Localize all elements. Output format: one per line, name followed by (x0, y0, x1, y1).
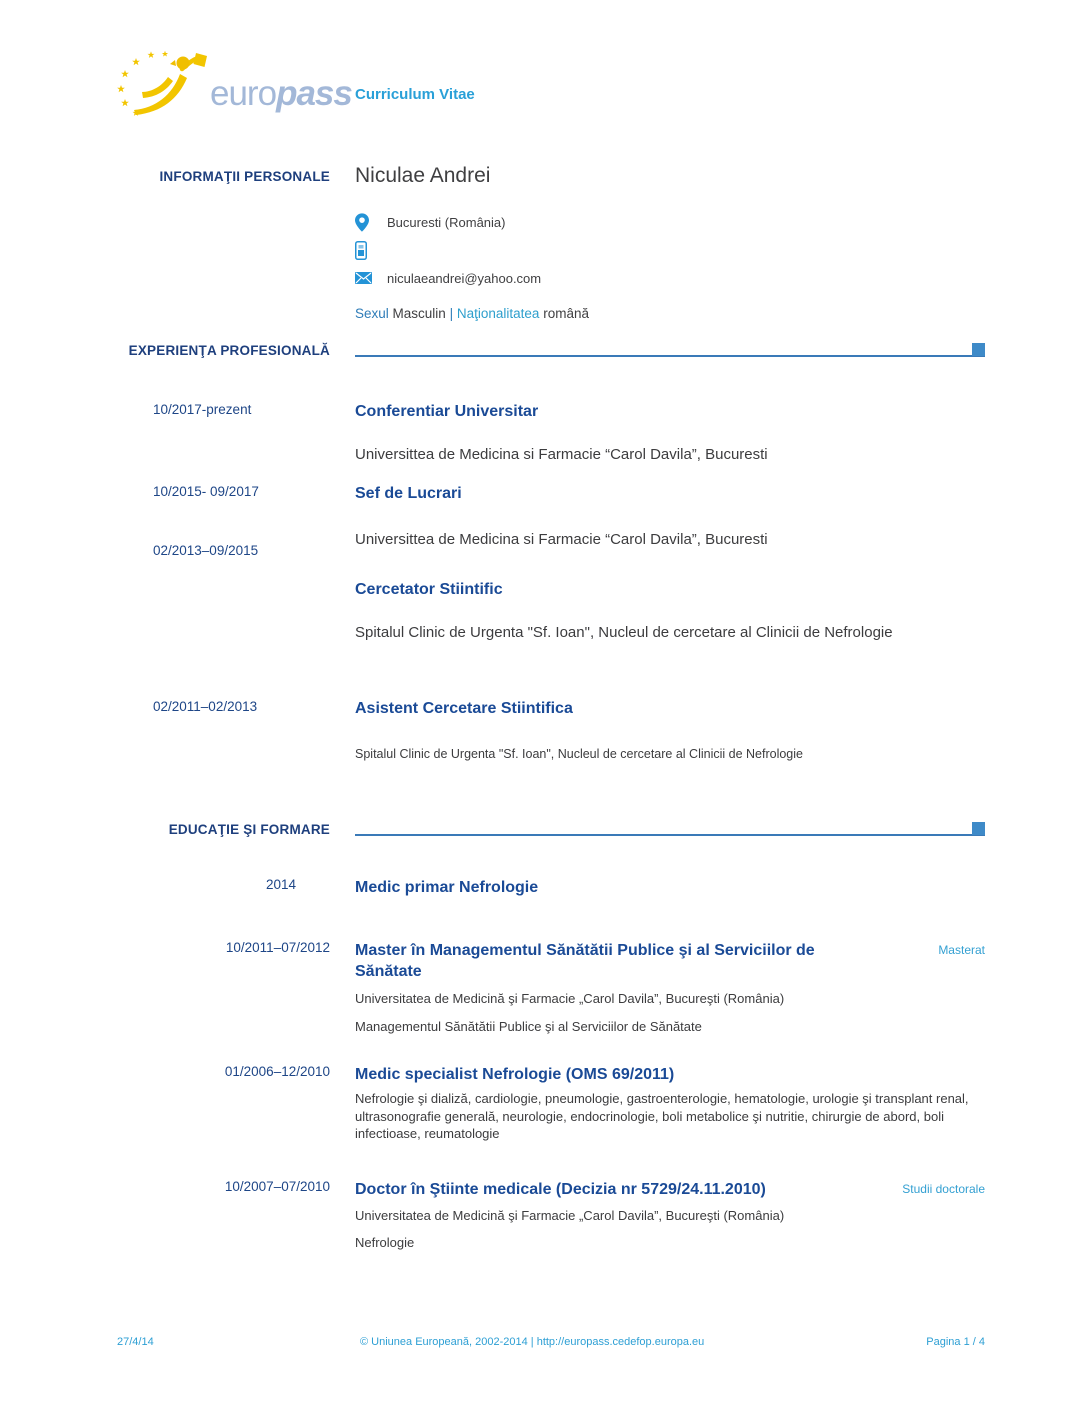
mobile-phone-icon (355, 241, 373, 260)
address-text: Bucuresti (România) (387, 214, 506, 230)
experience-section-label: EXPERIENŢA PROFESIONALĂ (128, 343, 330, 358)
employer: Universittea de Medicina si Farmacie “Carol Davila”, Bucuresti (355, 446, 768, 463)
experience-date: 02/2011–02/2013 (153, 699, 258, 714)
education-entry (0, 1179, 985, 1251)
education-field: Managementul Sănătătii Publice şi al Serviciilor de Sănătate (355, 1019, 702, 1034)
logo-pass: pass (276, 74, 352, 113)
nationality-value: română (543, 306, 589, 321)
section-rule (355, 822, 985, 836)
education-date: 10/2007–07/2010 (224, 1178, 330, 1194)
qualification-tag: Studii doctorale (902, 1181, 985, 1196)
footer-date: 27/4/14 (117, 1336, 154, 1348)
footer-page-number: Pagina 1 / 4 (926, 1336, 985, 1348)
experience-org-row (0, 446, 985, 464)
address-line (355, 208, 985, 236)
employer: Universittea de Medicina si Farmacie “Carol Davila”, Bucuresti (355, 531, 768, 548)
document-type-label: Curriculum Vitae (355, 86, 475, 103)
education-date: 2014 (265, 877, 296, 892)
education-title: Master în Managementul Sănătătii Publice şi al Serviciilor de Sănătate (355, 942, 815, 980)
europass-logo (112, 50, 352, 118)
contact-block (0, 208, 985, 292)
education-section-header (0, 822, 985, 837)
personal-section-label: INFORMAŢII PERSONALE (159, 169, 330, 184)
experience-entry (0, 699, 985, 719)
phone-line (355, 236, 985, 264)
experience-org-row (0, 624, 985, 642)
job-title: Conferentiar Universitar (355, 403, 539, 420)
section-rule (355, 343, 985, 357)
email-line (355, 264, 985, 292)
job-title: Sef de Lucrari (355, 485, 462, 502)
person-name: Niculae Andrei (355, 164, 491, 187)
education-date: 10/2011–07/2012 (225, 940, 330, 955)
experience-title-row (0, 580, 985, 600)
personal-info-row (0, 163, 985, 188)
footer-copyright: © Uniunea Europeană, 2002-2014 | http://europass.cedefop.europa.eu (360, 1336, 705, 1348)
separator: | (449, 306, 454, 321)
sex-value: Masculin (392, 306, 446, 321)
experience-org-row (0, 747, 985, 762)
europass-figure-icon (112, 50, 208, 118)
employer: Spitalul Clinic de Urgenta "Sf. Ioan", Nucleul de cercetare al Clinicii de Nefrologie (355, 624, 893, 641)
education-org: Universitatea de Medicină şi Farmacie „Carol Davila”, Bucureşti (România) (355, 1207, 785, 1223)
rule-line (355, 834, 985, 836)
education-date: 01/2006–12/2010 (224, 1064, 330, 1079)
education-description: Nefrologie şi dializă, cardiologie, pneumologie, gastroenterologie, hematologie, urologie şi transplant renal, ultrasonografie generală, neurologie, endocrinologie, boli metabolice şi nutritie, chirurgie de abord, boli infectioase, reumatologie (355, 1091, 969, 1141)
experience-section-header (0, 343, 985, 358)
sex-label: Sexul (355, 306, 389, 321)
experience-date: 10/2017-prezent (153, 402, 252, 417)
email-envelope-icon (355, 272, 373, 284)
employer-small: Spitalul Clinic de Urgenta "Sf. Ioan", Nucleul de cercetare al Clinicii de Nefrologie (355, 747, 803, 761)
experience-date: 10/2015- 09/2017 (153, 484, 259, 499)
education-entry (0, 1064, 985, 1143)
education-section-label: EDUCAŢIE ŞI FORMARE (168, 822, 330, 837)
sex-nationality-row (0, 306, 985, 321)
rule-square (972, 343, 985, 356)
logo-euro: euro (210, 74, 277, 113)
email-text: niculaeandrei@yahoo.com (387, 270, 542, 286)
experience-entry (0, 402, 985, 422)
education-field: Nefrologie (355, 1234, 415, 1250)
location-pin-icon (355, 213, 373, 232)
rule-line (355, 355, 985, 357)
education-title: Medic specialist Nefrologie (OMS 69/2011) (355, 1066, 675, 1083)
education-entry (0, 940, 985, 1035)
rule-square (972, 822, 985, 835)
cv-body (0, 163, 985, 1251)
qualification-tag: Masterat (938, 943, 985, 957)
experience-org-row (0, 531, 985, 558)
experience-date: 02/2013–09/2015 (153, 543, 259, 558)
nationality-label: Naţionalitatea (456, 306, 540, 321)
education-title: Doctor în Ştiinte medicale (Decizia nr 5729/24.11.2010) (355, 1180, 766, 1198)
education-title: Medic primar Nefrologie (355, 879, 539, 896)
education-entry (0, 877, 985, 898)
education-org: Universitatea de Medicină şi Farmacie „Carol Davila”, Bucureşti (România) (355, 991, 785, 1006)
experience-entry (0, 484, 985, 504)
job-title: Asistent Cercetare Stiintifica (355, 700, 573, 717)
job-title: Cercetator Stiintific (355, 581, 503, 598)
europass-wordmark (210, 76, 352, 111)
